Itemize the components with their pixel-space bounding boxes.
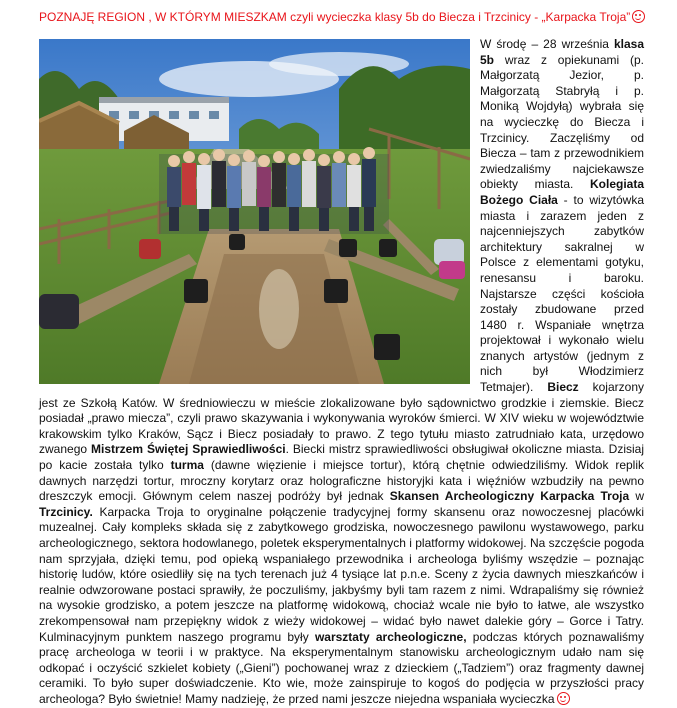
bold-phrase: turma — [170, 458, 204, 473]
text-run: w — [629, 489, 644, 504]
text-run: kojarzony jest ze Szkołą Katów. W średniowieczu w mieście zlokalizowane było sądownictwo grodzkie i ziemskie. Biecz posiadał „prawo miecza”, czyli prawo skazywania i wykonywania wyroków śmierci. W XIV wieku w województwie krakowskim tylko Kraków, Sącz i Biecz posiadały to prawo. Z tego tytułu miasto zatrudniało kata, urzędowo zwanego — [39, 380, 644, 457]
text-run: - to wizytówka miasta i zarazem jeden z najcenniejszych zabytków architektury sakralnej w Polsce z elementami gotyku, renesansu i baroku. Najstarsze części kościoła zostały zbudowane przed 1480 r. Wspaniałe wnętrza projektował i wykonało wielu znanych artystów (jednym z nich był Włodzimierz Tetmajer). — [480, 192, 644, 395]
text-run: . Biecki mistrz sprawiedliwości obsługiwał okoliczne miasta. Dzisiaj po kacie została tylko — [39, 442, 644, 473]
bold-phrase: Biecz — [547, 380, 579, 395]
bold-phrase: Kolegiata Bożego Ciała — [480, 177, 644, 207]
article-body — [39, 37, 644, 708]
bold-phrase: warsztaty archeologiczne, — [314, 629, 467, 644]
article-title — [39, 10, 659, 25]
title-text: POZNAJĘ REGION , W KTÓRYM MIESZKAM czyli wycieczka klasy 5b do Biecza i Trzcinicy - „Karpacka Troja” — [39, 10, 631, 24]
text-run: podczas których poznawaliśmy pracę archeologa w teorii i w praktyce. Na eksperymentalnym stanowisku archeologicznym udało nam się odkopać i oczyścić szkielet kobiety („Gieni”) pochowanej wraz z dzieckiem („Tadziem”) oraz fragmenty dawnej ceramiki. To było super doświadczenie. Kto wie, może zainspiruje to kogoś do podjęcia w przyszłości pracy archeologa? Było świetnie! Mamy nadzieję, że przed nami jeszcze niejedna wspaniała wycieczka — [39, 629, 645, 706]
bold-phrase: klasa 5b — [480, 37, 644, 67]
text-run: wraz z opiekunami (p. Małgorzatą Jezior, p. Małgorzatą Stabryłą i p. Moniką Wojdyłą) wybrała się na wycieczkę do Biecza i Trzcinicy. Zaczęliśmy od Biecza – tam z przewodnikiem zwiedzaliśmy najciekawsze obiekty miasta. — [480, 52, 644, 192]
text-run: Karpacka Troja to oryginalne połączenie tradycyjnej formy skansenu oraz nowoczesnej placówki muzealnej. Cały kompleks składa się z zabytkowego grodziska, nowoczesnego pawilonu wystawowego, parku archeologicznego, sektora hodowlanego, poletek eksperymentalnych i platformy widokowej. Na szczęście pogoda nam sprzyjała, dzięki temu, pod opieką wspaniałego przewodnika i archeologa byliśmy wszędzie – poznając historię ludów, które osiedliły się na tych terenach już 4 tysiące lat p.n.e. Sceny z życia dawnych mieszkańców i realnie odwzorowane postaci sprawiły, że poczuliśmy, jakbyśmy byli tam razem z nimi. Wdrapaliśmy się również na wysokie grodzisko, a potem jeszcze na platformę widokową, chociaż wcale nie było to łatwe, ale wszystko zrekompensował nam przepiękny widok z wieży widokowej – widać było nawet dalekie góry – Gorce i Tatry. Kulminacyjnym punktem naszego programu były — [39, 504, 645, 644]
bold-phrase: Trzcinicy. — [39, 504, 93, 519]
bold-phrase: Mistrzem Świętej Sprawiedliwości — [90, 442, 286, 457]
bold-phrase: Skansen Archeologiczny Karpacka Troja — [389, 489, 630, 504]
text-run: W środę – 28 września — [480, 37, 614, 51]
text-run: (dawne więzienie i miejsce tortur), którą chętnie odwiedziliśmy. Widok replik dawnych narzędzi tortur, mroczny korytarz oraz holograficzne historyjki kata i więźniów wzbudziły na pewno dreszczyk emocji. Głównym celem naszej podróży był jednak — [39, 458, 644, 504]
smiley-icon — [557, 692, 570, 705]
smiley-icon — [632, 10, 645, 23]
photo-space — [39, 37, 480, 384]
